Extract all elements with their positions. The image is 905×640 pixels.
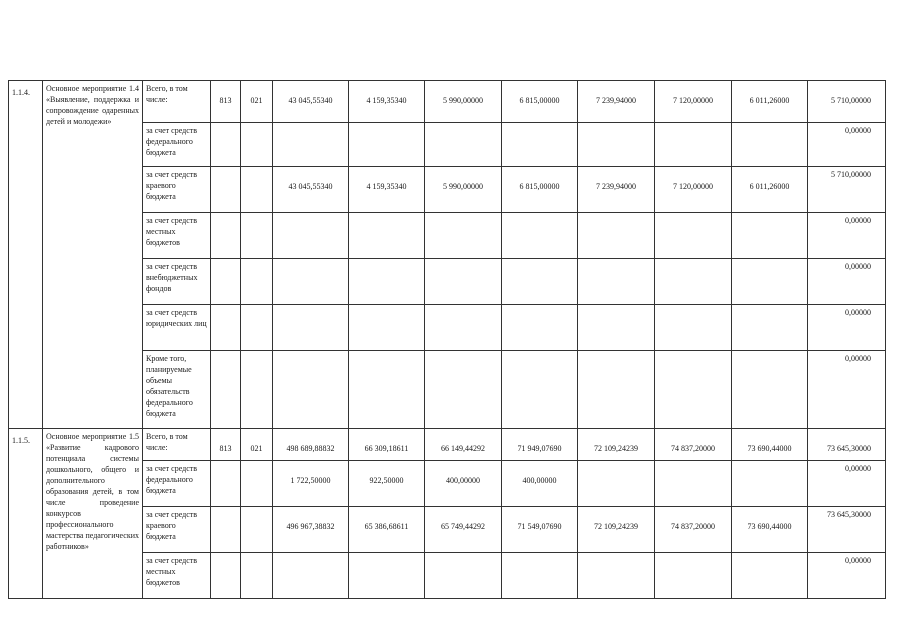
value-cell: 498 689,88832 (273, 429, 349, 461)
value-cell: 7 239,94000 (578, 167, 655, 213)
value-cell: 43 045,55340 (273, 81, 349, 123)
value-cell: 7 239,94000 (578, 81, 655, 123)
value-cell: 74 837,20000 (655, 507, 732, 553)
value-cell: 400,00000 (502, 461, 578, 507)
value-cell (273, 305, 349, 351)
grbs-code (211, 167, 241, 213)
funding-source: Всего, в том числе: (143, 429, 211, 461)
value-cell: 72 109,24239 (578, 429, 655, 461)
rzpr-code (241, 351, 273, 429)
value-cell (349, 213, 425, 259)
measure-name: Основное мероприятие 1.5 «Развитие кадрового потенциала системы дошкольного, общего и дополнительного образования детей, в том числе проведение конкурсов профессионального мастерства педагогических работников» (43, 429, 143, 599)
rzpr-code (241, 553, 273, 599)
value-cell (732, 123, 808, 167)
value-cell (732, 461, 808, 507)
value-cell (655, 213, 732, 259)
value-cell-last: 0,00000 (808, 213, 886, 259)
funding-source: Кроме того, планируемые объемы обязательств федерального бюджета (143, 351, 211, 429)
value-cell: 496 967,38832 (273, 507, 349, 553)
value-cell: 7 120,00000 (655, 167, 732, 213)
grbs-code (211, 213, 241, 259)
value-cell: 66 309,18611 (349, 429, 425, 461)
table-row (9, 81, 886, 123)
value-cell (425, 351, 502, 429)
value-cell (732, 305, 808, 351)
value-cell: 5 990,00000 (425, 167, 502, 213)
funding-source: за счет средств местных бюджетов (143, 213, 211, 259)
funding-source: за счет средств федерального бюджета (143, 123, 211, 167)
rzpr-code (241, 167, 273, 213)
value-cell: 6 011,26000 (732, 81, 808, 123)
value-cell: 400,00000 (425, 461, 502, 507)
funding-source: за счет средств федерального бюджета (143, 461, 211, 507)
value-cell (273, 553, 349, 599)
value-cell (502, 213, 578, 259)
value-cell (655, 123, 732, 167)
value-cell: 71 549,07690 (502, 507, 578, 553)
value-cell: 7 120,00000 (655, 81, 732, 123)
value-cell (578, 351, 655, 429)
value-cell: 72 109,24239 (578, 507, 655, 553)
grbs-code (211, 259, 241, 305)
value-cell (273, 259, 349, 305)
rzpr-code (241, 213, 273, 259)
value-cell (655, 553, 732, 599)
value-cell (655, 305, 732, 351)
rzpr-code (241, 259, 273, 305)
value-cell-last: 73 645,30000 (808, 429, 886, 461)
value-cell (578, 305, 655, 351)
rzpr-code (241, 461, 273, 507)
value-cell (732, 553, 808, 599)
value-cell: 73 690,44000 (732, 429, 808, 461)
value-cell (349, 259, 425, 305)
value-cell: 6 815,00000 (502, 167, 578, 213)
value-cell (502, 305, 578, 351)
value-cell (273, 351, 349, 429)
value-cell (578, 123, 655, 167)
grbs-code (211, 553, 241, 599)
value-cell-last: 5 710,00000 (808, 167, 886, 213)
value-cell-last: 0,00000 (808, 553, 886, 599)
value-cell (655, 461, 732, 507)
value-cell (349, 123, 425, 167)
value-cell-last: 0,00000 (808, 305, 886, 351)
grbs-code (211, 461, 241, 507)
row-index: 1.1.4. (9, 81, 43, 429)
value-cell (578, 553, 655, 599)
grbs-code (211, 351, 241, 429)
rzpr-code (241, 123, 273, 167)
value-cell-last: 0,00000 (808, 461, 886, 507)
value-cell (655, 259, 732, 305)
value-cell (349, 553, 425, 599)
value-cell (502, 123, 578, 167)
value-cell: 1 722,50000 (273, 461, 349, 507)
value-cell (578, 461, 655, 507)
value-cell-last: 0,00000 (808, 351, 886, 429)
value-cell (273, 123, 349, 167)
value-cell: 71 949,07690 (502, 429, 578, 461)
value-cell-last: 0,00000 (808, 259, 886, 305)
budget-table (8, 80, 886, 599)
grbs-code (211, 507, 241, 553)
value-cell: 74 837,20000 (655, 429, 732, 461)
value-cell: 4 159,35340 (349, 81, 425, 123)
value-cell-last: 5 710,00000 (808, 81, 886, 123)
value-cell (502, 553, 578, 599)
value-cell (578, 213, 655, 259)
value-cell (425, 259, 502, 305)
value-cell: 66 149,44292 (425, 429, 502, 461)
value-cell (349, 351, 425, 429)
rzpr-code (241, 507, 273, 553)
rzpr-code: 021 (241, 429, 273, 461)
value-cell: 65 386,68611 (349, 507, 425, 553)
value-cell: 6 011,26000 (732, 167, 808, 213)
funding-source: за счет средств краевого бюджета (143, 167, 211, 213)
value-cell (732, 351, 808, 429)
grbs-code: 813 (211, 81, 241, 123)
value-cell-last: 73 645,30000 (808, 507, 886, 553)
funding-source: за счет средств внебюджетных фондов (143, 259, 211, 305)
funding-source: Всего, в том числе: (143, 81, 211, 123)
row-index: 1.1.5. (9, 429, 43, 599)
value-cell: 5 990,00000 (425, 81, 502, 123)
grbs-code (211, 305, 241, 351)
funding-source: за счет средств юридических лиц (143, 305, 211, 351)
table-row (9, 429, 886, 461)
table-body (9, 81, 886, 599)
value-cell (273, 213, 349, 259)
value-cell (732, 259, 808, 305)
value-cell-last: 0,00000 (808, 123, 886, 167)
value-cell: 73 690,44000 (732, 507, 808, 553)
value-cell (732, 213, 808, 259)
funding-source: за счет средств краевого бюджета (143, 507, 211, 553)
value-cell (425, 305, 502, 351)
rzpr-code (241, 305, 273, 351)
grbs-code: 813 (211, 429, 241, 461)
value-cell (425, 213, 502, 259)
value-cell (655, 351, 732, 429)
value-cell: 6 815,00000 (502, 81, 578, 123)
value-cell (578, 259, 655, 305)
value-cell (425, 553, 502, 599)
value-cell: 65 749,44292 (425, 507, 502, 553)
value-cell: 43 045,55340 (273, 167, 349, 213)
rzpr-code: 021 (241, 81, 273, 123)
funding-source: за счет средств местных бюджетов (143, 553, 211, 599)
value-cell: 922,50000 (349, 461, 425, 507)
value-cell (425, 123, 502, 167)
value-cell (502, 259, 578, 305)
value-cell (349, 305, 425, 351)
value-cell (502, 351, 578, 429)
value-cell: 4 159,35340 (349, 167, 425, 213)
grbs-code (211, 123, 241, 167)
measure-name: Основное мероприятие 1.4 «Выявление, поддержка и сопровождение одаренных детей и молодежи» (43, 81, 143, 429)
